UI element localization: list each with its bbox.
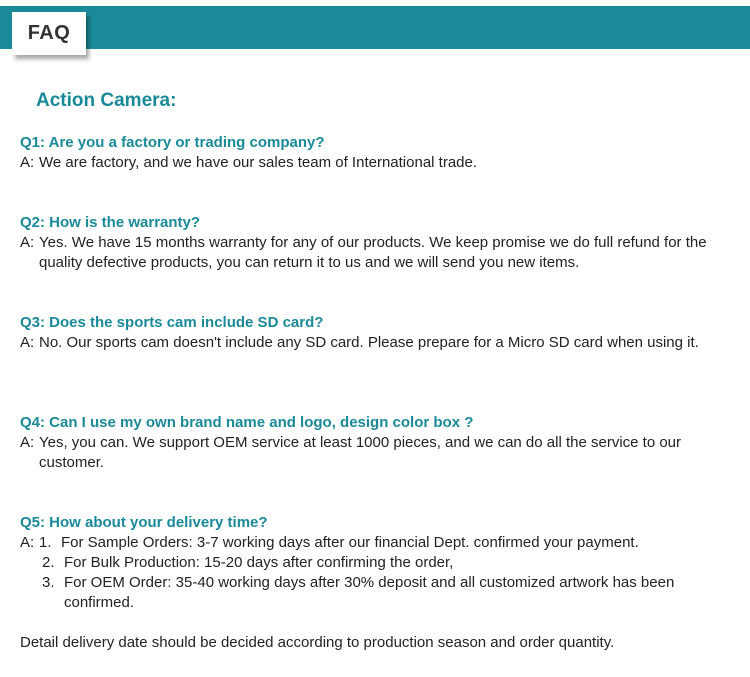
faq-item-5	[20, 513, 735, 613]
list-text: For Bulk Production: 15-20 days after confirming the order,	[64, 554, 454, 571]
list-text: For OEM Order: 35-40 working days after 30% deposit and all customized artwork has been confirmed.	[64, 574, 675, 611]
question: Q3: Does the sports cam include SD card?	[20, 314, 324, 331]
list-item	[39, 573, 735, 613]
list-number: 3.	[42, 574, 55, 591]
answer-text: No. Our sports cam doesn't include any SD card. Please prepare for a Micro SD card when using it.	[39, 334, 699, 351]
list-number: 2.	[42, 554, 55, 571]
list-number: 1.	[39, 534, 52, 551]
answer	[20, 433, 735, 473]
answer	[20, 533, 735, 613]
faq-item-4	[20, 413, 735, 473]
list-item	[39, 553, 735, 573]
answer-text: We are factory, and we have our sales team of International trade.	[39, 154, 478, 171]
answer-prefix: A:	[20, 434, 35, 451]
answer-text: Yes, you can. We support OEM service at least 1000 pieces, and we can do all the service to our customer.	[39, 434, 682, 471]
list-item	[39, 533, 735, 553]
faq-item-2	[20, 213, 735, 273]
faq-item-1	[20, 133, 735, 173]
delivery-note: Detail delivery date should be decided according to production season and order quantity.	[20, 634, 615, 651]
answer-prefix: A:	[20, 534, 35, 551]
question: Q1: Are you a factory or trading company?	[20, 134, 325, 151]
list-text: For Sample Orders: 3-7 working days after our financial Dept. confirmed your payment.	[61, 534, 639, 551]
answer	[20, 233, 735, 273]
answer-prefix: A:	[20, 234, 35, 251]
question: Q5: How about your delivery time?	[20, 514, 268, 531]
faq-item-3	[20, 313, 735, 353]
answer-list	[39, 533, 735, 613]
answer	[20, 153, 735, 173]
header-bar	[0, 6, 750, 49]
answer-prefix: A:	[20, 154, 35, 171]
answer	[20, 333, 735, 353]
question: Q2: How is the warranty?	[20, 214, 201, 231]
faq-tab[interactable]: FAQ	[12, 12, 86, 55]
section-title: Action Camera:	[36, 90, 177, 111]
answer-prefix: A:	[20, 334, 35, 351]
question: Q4: Can I use my own brand name and logo, design color box ?	[20, 414, 474, 431]
answer-text: Yes. We have 15 months warranty for any of our products. We keep promise we do full refund for the quality defective products, you can return it to us and we will send you new items.	[39, 234, 707, 271]
